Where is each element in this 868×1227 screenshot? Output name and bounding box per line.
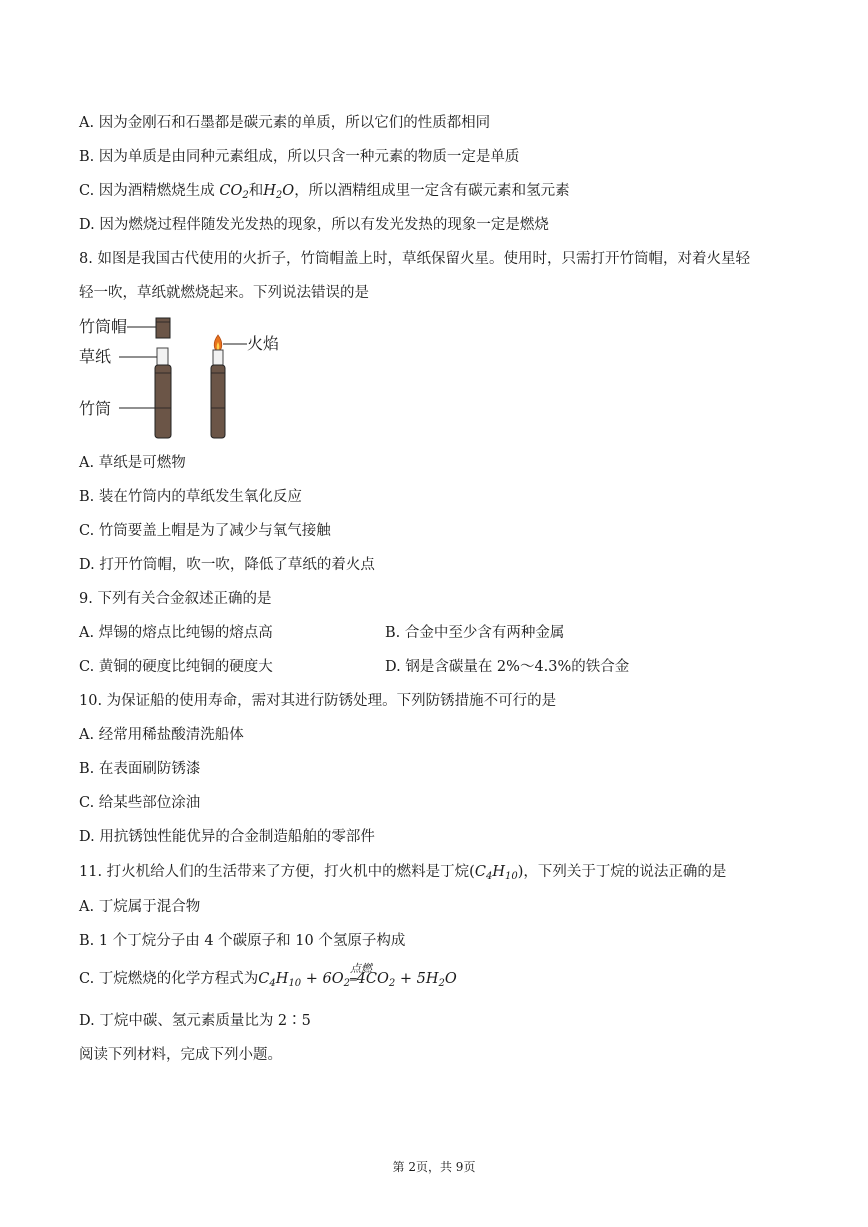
- h2o-o: O: [282, 183, 295, 199]
- q11-option-b: B. 1 个丁烷分子由 4 个碳原子和 10 个氢原子构成: [79, 933, 406, 949]
- q9-row2: [79, 657, 779, 677]
- q11-option-a: A. 丁烷属于混合物: [79, 899, 201, 915]
- q10-option-b: B. 在表面刷防锈漆: [79, 761, 201, 777]
- q11-c-pre: C. 丁烷燃烧的化学方程式为: [79, 971, 259, 987]
- q7-option-c: C. 因为酒精燃烧生成 $CO_2$和$H_2O$，所以酒精组成里一定含有碳元素和氢元素: [79, 183, 570, 201]
- q9-option-d: D. 钢是含碳量在 2%～4.3%的铁合金: [385, 659, 630, 675]
- q7-c-and: 和: [248, 183, 264, 199]
- co2-formula: CO: [219, 183, 243, 199]
- q9-option-c: C. 黄铜的硬度比纯铜的硬度大: [79, 659, 273, 675]
- q10-option-d: D. 用抗锈蚀性能优异的合金制造船舶的零部件: [79, 829, 375, 845]
- h2o-h: H: [263, 183, 276, 199]
- q7-option-a: A. 因为金刚石和石墨都是碳元素的单质，所以它们的性质都相同: [79, 115, 491, 131]
- cap-label: 竹筒帽: [79, 317, 128, 336]
- q9-option-a: A. 焊锡的熔点比纯锡的熔点高: [79, 625, 273, 641]
- q10-option-a: A. 经常用稀盐酸清洗船体: [79, 727, 244, 743]
- q8-option-d: D. 打开竹筒帽，吹一吹，降低了草纸的着火点: [79, 557, 375, 573]
- q7-c-post: ，所以酒精组成里一定含有碳元素和氢元素: [294, 183, 570, 199]
- fire-starter-figure: [79, 312, 309, 444]
- paper-label: 草纸: [79, 347, 112, 366]
- butane-formula: $C_4H_{10}$: [474, 864, 518, 882]
- tube-label: 竹筒: [79, 399, 112, 418]
- q10-option-c: C. 给某些部位涂油: [79, 795, 201, 811]
- q8-stem-line2: 轻一吹，草纸就燃烧起来。下列说法错误的是: [79, 285, 369, 301]
- reading-instruction: 阅读下列材料，完成下列小题。: [79, 1047, 282, 1063]
- q11-stem-post: )，下列关于丁烷的说法正确的是: [517, 864, 727, 880]
- reaction-condition: 点燃 ═: [350, 970, 357, 990]
- q11-stem-pre: 11. 打火机给人们的生活带来了方便，打火机中的燃料是丁烷(: [79, 864, 475, 880]
- q9-row1: [79, 623, 779, 643]
- q8-option-b: B. 装在竹筒内的草纸发生氧化反应: [79, 489, 302, 505]
- condition-label: 点燃: [350, 962, 373, 975]
- q7-c-pre: C. 因为酒精燃烧生成: [79, 183, 220, 199]
- q9-stem: 9. 下列有关合金叙述正确的是: [79, 591, 272, 607]
- q11-option-d: D. 丁烷中碳、氢元素质量比为 2∶5: [79, 1013, 311, 1029]
- q10-stem: 10. 为保证船的使用寿命，需对其进行防锈处理。下列防锈措施不可行的是: [79, 693, 557, 709]
- q11-stem: [79, 862, 726, 882]
- q7-option-d: D. 因为燃烧过程伴随发光发热的现象，所以有发光发热的现象一定是燃烧: [79, 217, 549, 233]
- page-footer: 第 2页，共 9页: [392, 1160, 476, 1174]
- q9-option-b: B. 合金中至少含有两种金属: [385, 625, 565, 641]
- q8-option-c: C. 竹筒要盖上帽是为了减少与氧气接触: [79, 523, 331, 539]
- q8-stem-line1: 8. 如图是我国古代使用的火折子，竹筒帽盖上时，草纸保留火星。使用时，只需打开竹筒帽，对着火星轻: [79, 251, 750, 267]
- q11-option-c: [79, 962, 457, 990]
- q8-option-a: A. 草纸是可燃物: [79, 455, 186, 471]
- q7-option-b: B. 因为单质是由同种元素组成，所以只含一种元素的物质一定是单质: [79, 149, 520, 165]
- combustion-equation: $C_4H_{10} + 6O_2$ 点燃 $═4CO_2 + 5H_2O$: [258, 971, 456, 987]
- flame-label: 火焰: [247, 334, 280, 353]
